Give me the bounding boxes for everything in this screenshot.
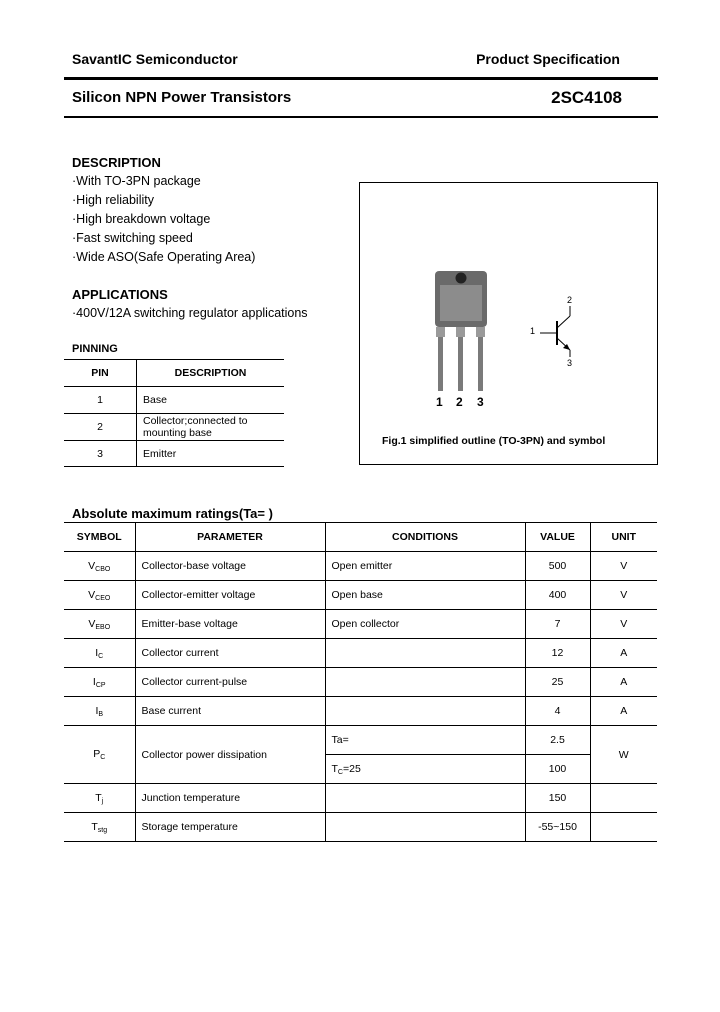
unit-cell: W (618, 748, 629, 761)
unit-cell (590, 784, 657, 813)
pin-description: Emitter (143, 447, 177, 460)
symbol-collector-label: 2 (567, 295, 573, 305)
unit-cell: A (620, 647, 628, 659)
lead-label-1: 1 (436, 395, 443, 409)
conditions-cell: Open emitter (325, 552, 525, 581)
parameter-header: PARAMETER (135, 523, 325, 552)
product-line: Silicon NPN Power Transistors (72, 89, 292, 106)
symbol-cell: $T_{stg}$ (64, 813, 135, 842)
description-header: DESCRIPTION (174, 367, 247, 379)
table-row (64, 726, 657, 755)
pin-description: Collector;connected to mounting base (143, 415, 248, 439)
description-item: ·High reliability (72, 193, 154, 207)
symbol-cell: $V_{CEO}$ (64, 581, 135, 610)
npn-symbol-icon (360, 183, 657, 464)
conditions-cell (325, 639, 525, 668)
application-item: ·400V/12A switching regulator applications (72, 306, 308, 320)
conditions-cell (325, 813, 525, 842)
figure-caption: Fig.1 simplified outline (TO-3PN) and symbol (382, 435, 606, 447)
description-item: ·High breakdown voltage (72, 212, 211, 226)
unit-cell: A (620, 705, 628, 717)
unit-cell (590, 813, 657, 842)
unit-cell: V (620, 560, 628, 572)
conditions-cell: Open collector (325, 610, 525, 639)
conditions-header: CONDITIONS (325, 523, 525, 552)
pin-description: Base (143, 394, 167, 406)
lead-label-3: 3 (477, 395, 484, 409)
value-cell: 12 (525, 639, 590, 668)
conditions-cell (325, 784, 525, 813)
symbol-header: SYMBOL (64, 523, 135, 552)
value-cell: 400 (525, 581, 590, 610)
pin-header: PIN (64, 360, 137, 387)
symbol-cell: $I_{CP}$ (64, 668, 135, 697)
description-title: DESCRIPTION (72, 155, 161, 170)
table-row (64, 668, 657, 697)
pin-number: 3 (64, 441, 137, 467)
unit-cell: A (620, 676, 628, 688)
header-rule-top (64, 77, 658, 80)
table-row (64, 813, 657, 842)
table-row (64, 784, 657, 813)
symbol-cell: $T_j$ (64, 784, 135, 813)
symbol-cell: $V_{EBO}$ (64, 610, 135, 639)
symbol-cell: $I_C$ (64, 639, 135, 668)
parameter-cell: Collector-base voltage (135, 552, 325, 581)
value-cell: 4 (525, 697, 590, 726)
value-header: VALUE (525, 523, 590, 552)
value-cell: 100 (525, 755, 590, 784)
pin-number: 2 (64, 414, 137, 441)
description-item: ·Fast switching speed (72, 231, 193, 245)
symbol-cell: $P_C$ (64, 726, 135, 784)
header-rule-bottom (64, 116, 658, 118)
pin-number: 1 (64, 387, 137, 414)
parameter-cell: Collector-emitter voltage (135, 581, 325, 610)
parameter-cell: Collector power dissipation (135, 726, 325, 784)
ratings-title: Absolute maximum ratings(Ta= ) (72, 506, 273, 521)
table-row (64, 639, 657, 668)
unit-cell: V (620, 618, 628, 630)
value-cell: 2.5 (525, 726, 590, 755)
symbol-cell: $I_B$ (64, 697, 135, 726)
conditions-cell: Open base (325, 581, 525, 610)
description-item: ·Wide ASO(Safe Operating Area) (72, 250, 256, 264)
parameter-cell: Collector current (135, 639, 325, 668)
parameter-cell: Collector current-pulse (135, 668, 325, 697)
parameter-cell: Junction temperature (135, 784, 325, 813)
pinning-table (64, 359, 284, 467)
table-row (64, 697, 657, 726)
table-row (64, 610, 657, 639)
ratings-table (64, 522, 657, 842)
value-cell: 7 (525, 610, 590, 639)
unit-header: UNIT (611, 531, 636, 543)
symbol-cell: $V_{CBO}$ (64, 552, 135, 581)
pinning-header-row (64, 360, 284, 387)
value-cell: 500 (525, 552, 590, 581)
company-name: SavantIC Semiconductor (72, 51, 238, 67)
part-number: 2SC4108 (551, 88, 622, 107)
table-row (64, 441, 284, 467)
table-row (64, 581, 657, 610)
table-row (64, 414, 284, 441)
symbol-base-label: 1 (530, 326, 536, 336)
pinning-title: PINNING (72, 343, 118, 355)
parameter-cell: Storage temperature (135, 813, 325, 842)
lead-label-2: 2 (456, 395, 463, 409)
conditions-cell: Ta= (325, 726, 525, 755)
conditions-cell (325, 668, 525, 697)
table-row (64, 387, 284, 414)
value-cell: 25 (525, 668, 590, 697)
value-cell: 150 (525, 784, 590, 813)
applications-title: APPLICATIONS (72, 287, 168, 302)
unit-cell: V (620, 589, 628, 601)
value-cell: -55~150 (525, 813, 590, 842)
symbol-emitter-label: 3 (567, 358, 573, 368)
parameter-cell: Base current (135, 697, 325, 726)
table-row (64, 552, 657, 581)
parameter-cell: Emitter-base voltage (135, 610, 325, 639)
ratings-header-row (64, 523, 657, 552)
conditions-cell (325, 697, 525, 726)
figure-box (359, 182, 658, 465)
description-item: ·With TO-3PN package (72, 174, 201, 188)
doc-type: Product Specification (476, 51, 620, 67)
conditions-cell: $T_C=25$ (325, 755, 525, 784)
